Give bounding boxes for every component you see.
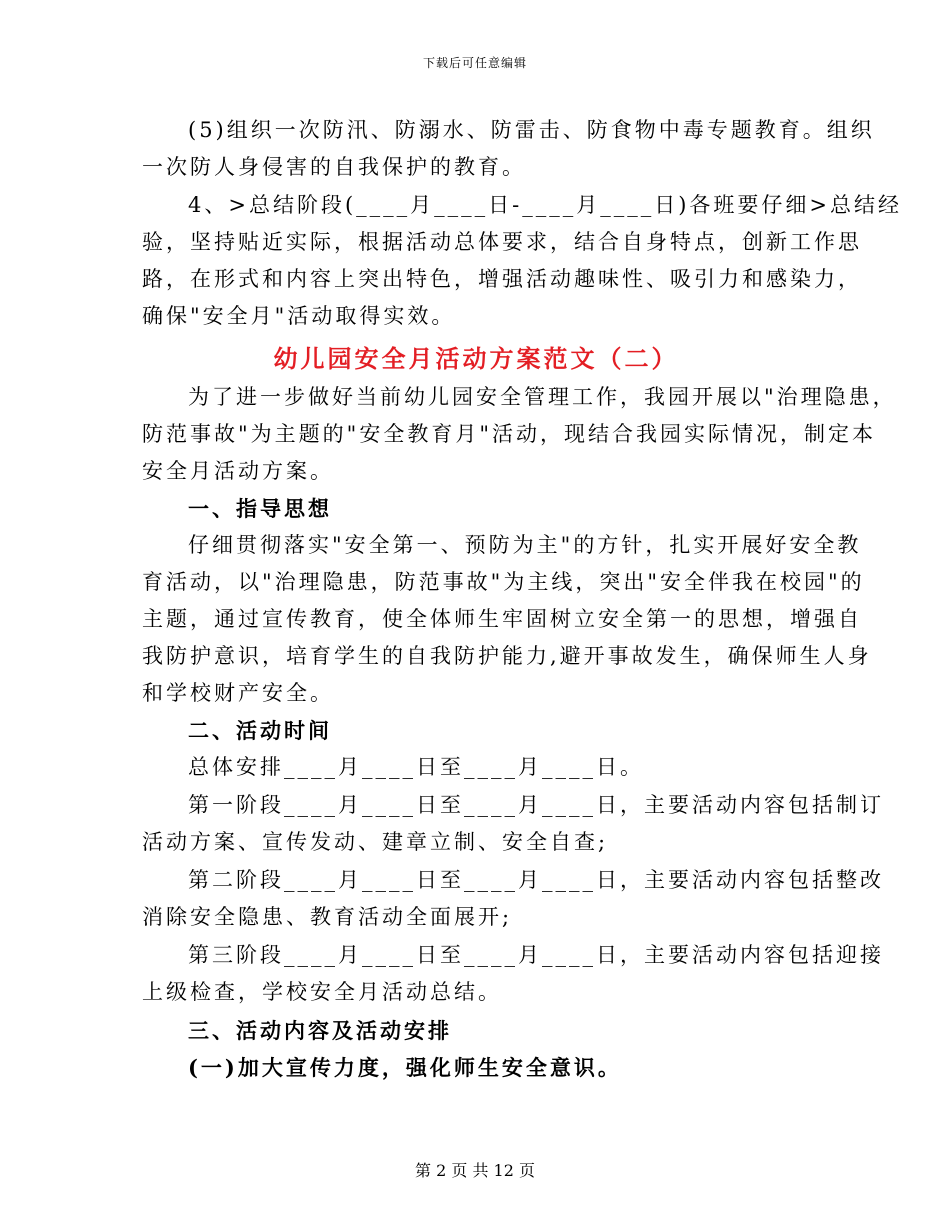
paragraph-line: 第二阶段____月____日至____月____日，主要活动内容包括整改 <box>188 868 884 892</box>
page-number: 第 2 页 共 12 页 <box>415 1161 535 1180</box>
paragraph-line: 第一阶段____月____日至____月____日，主要活动内容包括制订 <box>188 793 884 817</box>
paragraph-line: 上级检查，学校安全月活动总结。 <box>142 980 502 1004</box>
paragraph-line: 为了进一步做好当前幼儿园安全管理工作，我园开展以"治理隐患， <box>188 385 897 409</box>
paragraph-line: 确保"安全月"活动取得实效。 <box>142 304 456 328</box>
section-title: 幼儿园安全月活动方案范文（二） <box>273 344 679 373</box>
paragraph-line: 和学校财产安全。 <box>142 681 334 705</box>
heading-activity-content: 三、活动内容及活动安排 <box>188 1018 452 1043</box>
heading-guiding-ideology: 一、指导思想 <box>188 496 332 521</box>
paragraph-line: 育活动，以"治理隐患，防范事故"为主线，突出"安全伴我在校园"的 <box>142 570 865 594</box>
paragraph-line: 防范事故"为主题的"安全教育月"活动，现结合我园实际情况，制定本 <box>142 422 876 446</box>
paragraph-line: 安全月活动方案。 <box>142 459 334 483</box>
paragraph-line: 验，坚持贴近实际，根据活动总体要求，结合自身特点，创新工作思 <box>142 230 862 254</box>
paragraph-line: 4、>总结阶段(____月____日-____月____日)各班要仔细>总结经 <box>188 193 903 217</box>
header-note: 下载后可任意编辑 <box>422 56 527 70</box>
paragraph-line: 我防护意识，培育学生的自我防护能力,避开事故发生，确保师生人身 <box>142 644 872 668</box>
paragraph-line: (5)组织一次防汛、防溺水、防雷击、防食物中毒专题教育。组织 <box>188 118 875 142</box>
paragraph-line: 一次防人身侵害的自我保护的教育。 <box>142 155 526 179</box>
paragraph-line: 活动方案、宣传发动、建章立制、安全自查; <box>142 830 609 854</box>
paragraph-line: 主题，通过宣传教育，使全体师生牢固树立安全第一的思想，增强自 <box>142 607 862 631</box>
paragraph-line: 总体安排____月____日至____月____日。 <box>188 755 644 779</box>
paragraph-line: 路，在形式和内容上突出特色，增强活动趣味性、吸引力和感染力， <box>142 267 862 291</box>
paragraph-line: 第三阶段____月____日至____月____日，主要活动内容包括迎接 <box>188 943 884 967</box>
subheading-publicity: (一)加大宣传力度，强化师生安全意识。 <box>188 1055 622 1080</box>
paragraph-line: 消除安全隐患、教育活动全面展开; <box>142 905 513 929</box>
heading-activity-time: 二、活动时间 <box>188 718 332 743</box>
document-body <box>142 112 903 1086</box>
paragraph-line: 仔细贯彻落实"安全第一、预防为主"的方针，扎实开展好安全教 <box>188 533 862 557</box>
